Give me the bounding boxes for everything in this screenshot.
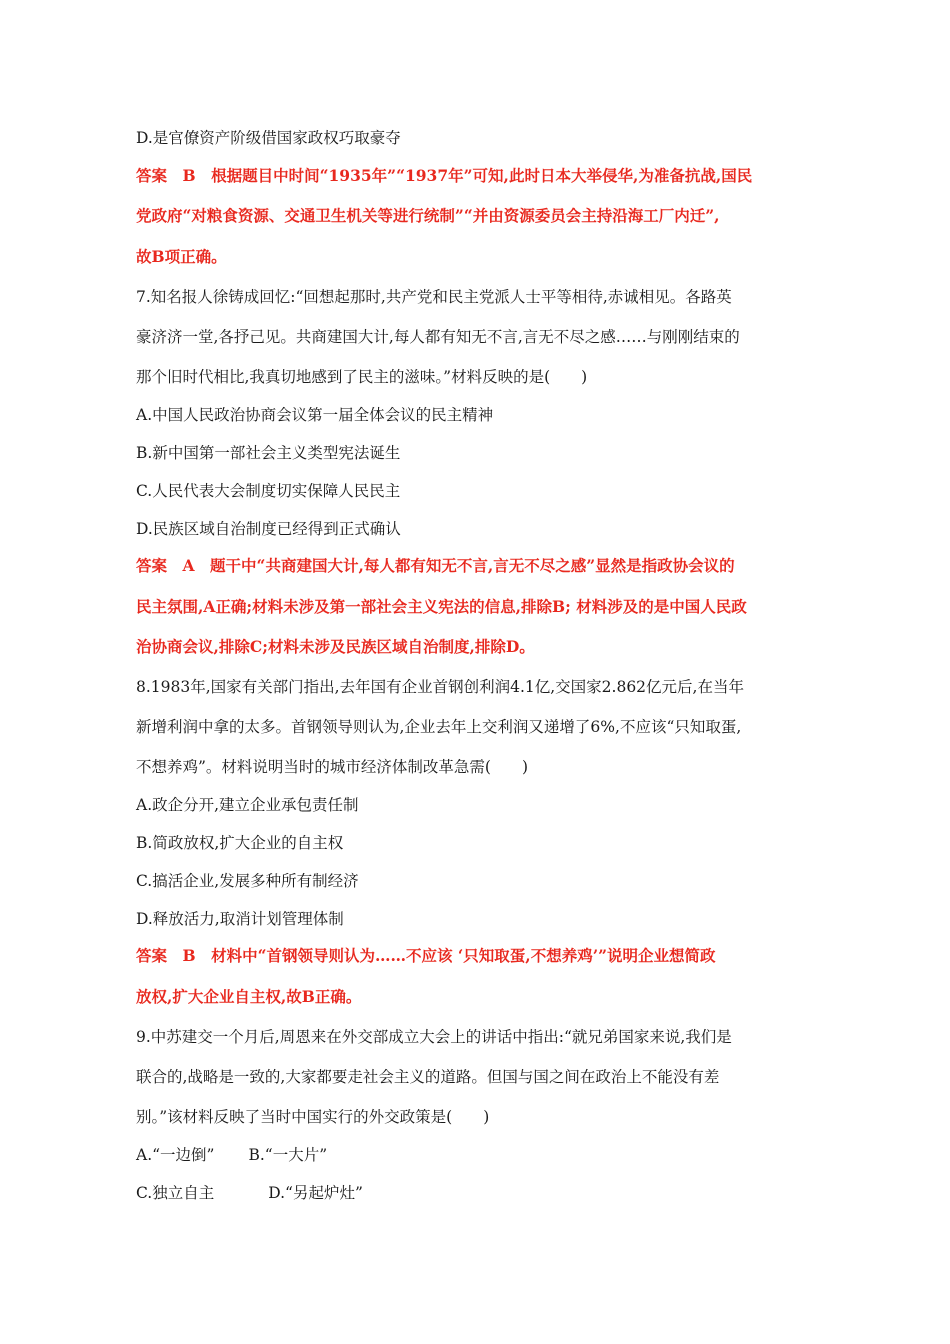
q7-option-a: A.中国人民政治协商会议第一届全体会议的民主精神 [136,406,494,424]
q7-option-d: D.民族区域自治制度已经得到正式确认 [136,520,401,538]
q9-option-a: A.“一边倒” [136,1146,215,1164]
q7-stem-line-1: 7.知名报人徐铸成回忆:“回想起那时,共产党和民主党派人士平等相待,赤诚相见。各路英 [136,288,732,306]
q8-option-b: B.简政放权,扩大企业的自主权 [136,834,344,852]
q7-stem-line-2: 豪济济一堂,各抒己见。共商建国大计,每人都有知无不言,言无不尽之感……与刚刚结束的 [136,328,740,346]
q9-options-row-2 [136,1182,826,1204]
q7-answer-line-1: 答案 A 题干中“共商建国大计,每人都有知无不言,言无不尽之感”显然是指政协会议的 [136,556,735,575]
q7-answer-line-2: 民主氛围,A正确;材料未涉及第一部社会主义宪法的信息,排除B; 材料涉及的是中国人民政 [136,597,747,616]
q6-answer-line-2: 党政府“对粮食资源、交通卫生机关等进行统制”“并由资源委员会主持沿海工厂内迁”, [136,206,720,225]
q8-stem-line-3: 不想养鸡”。材料说明当时的城市经济体制改革急需( ) [136,758,529,776]
q7-option-b: B.新中国第一部社会主义类型宪法诞生 [136,444,401,462]
q9-stem-line-2: 联合的,战略是一致的,大家都要走社会主义的道路。但国与国之间在政治上不能没有差 [136,1068,720,1086]
q6-answer-line-1: 答案 B 根据题目中时间“1935年”“1937年”可知,此时日本大举侵华,为准备抗战,国民 [136,166,753,185]
q7-answer-line-3: 治协商会议,排除C;材料未涉及民族区域自治制度,排除D。 [136,637,535,656]
q8-stem-line-1: 8.1983年,国家有关部门指出,去年国有企业首钢创利润4.1亿,交国家2.862亿元后,在当年 [136,678,744,696]
q8-option-c: C.搞活企业,发展多种所有制经济 [136,872,359,890]
q9-option-c: C.独立自主 [136,1184,215,1202]
q7-stem-line-3: 那个旧时代相比,我真切地感到了民主的滋味。”材料反映的是( ) [136,368,588,386]
q9-stem-line-1: 9.中苏建交一个月后,周恩来在外交部成立大会上的讲话中指出:“就兄弟国家来说,我们是 [136,1028,732,1046]
q7-option-c: C.人民代表大会制度切实保障人民民主 [136,482,401,500]
q9-option-d: D.“另起炉灶” [268,1184,363,1202]
q9-options-row-1 [136,1144,826,1166]
q6-answer-line-3: 故B项正确。 [136,247,227,266]
q9-option-b: B.“一大片” [248,1146,328,1164]
q8-stem-line-2: 新增利润中拿的太多。首钢领导则认为,企业去年上交利润又递增了6%,不应该“只知取蛋, [136,718,742,736]
q9-stem-line-3: 别。”该材料反映了当时中国实行的外交政策是( ) [136,1108,490,1126]
q6-option-d: D.是官僚资产阶级借国家政权巧取豪夺 [136,129,401,147]
q8-answer-line-1: 答案 B 材料中“首钢领导则认为……不应该 ‘只知取蛋,不想养鸡’”说明企业想简政 [136,946,716,965]
q8-answer-line-2: 放权,扩大企业自主权,故B正确。 [136,987,362,1006]
q8-option-a: A.政企分开,建立企业承包责任制 [136,796,359,814]
q8-option-d: D.释放活力,取消计划管理体制 [136,910,344,928]
